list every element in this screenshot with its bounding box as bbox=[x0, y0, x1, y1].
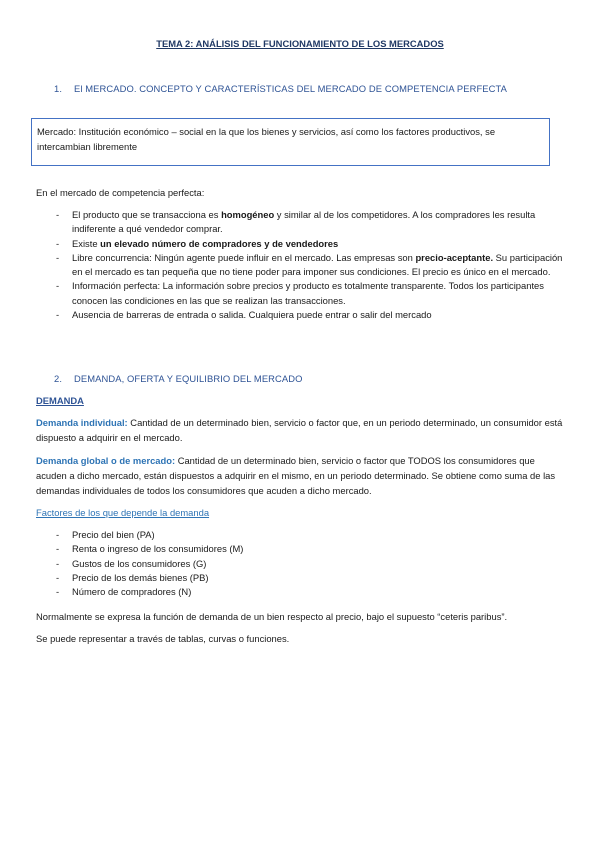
demanda-heading: DEMANDA bbox=[36, 395, 84, 406]
section-1-label: El MERCADO. CONCEPTO Y CARACTERÍSTICAS DEL MERCADO DE COMPETENCIA PERFECTA bbox=[74, 83, 507, 94]
section-1-heading bbox=[54, 82, 507, 96]
list-item: - Ausencia de barreras de entrada o salida. Cualquiera puede entrar o salir del mercado bbox=[56, 308, 566, 322]
representar-text: Se puede representar a través de tablas, curvas o funciones. bbox=[36, 633, 290, 644]
features-list bbox=[56, 208, 566, 322]
demanda-individual-paragraph: Demanda individual: Cantidad de un determinado bien, servicio o factor que, en un periodo determinado, un consumidor está dispuesto a adquirir en el mercado. bbox=[36, 417, 563, 444]
factores-list bbox=[56, 528, 566, 599]
list-item: - Renta o ingreso de los consumidores (M) bbox=[56, 542, 566, 556]
demanda-global-paragraph: Demanda global o de mercado: Cantidad de un determinado bien, servicio o factor que TODOS los consumidores que acuden a dicho mercado, están dispuestos a adquirir en el mismo, en un periodo determinado. Se obtiene como suma de las demandas individuales de todos los consumidores que acuden a dicho mercado. bbox=[36, 455, 556, 497]
section-2-heading bbox=[54, 372, 303, 386]
normalmente-text: Normalmente se expresa la función de demanda de un bien respecto al precio, bajo el supuesto “ceteris paribus”. bbox=[36, 611, 508, 622]
list-item: - Libre concurrencia: Ningún agente puede influir en el mercado. Las empresas son precio-aceptante. Su participación en el mercado es tan pequeña que no tiene poder para imponer sus condiciones. El precio es único en el mercado. bbox=[56, 251, 566, 280]
intro-text: En el mercado de competencia perfecta: bbox=[36, 187, 205, 198]
page-title: TEMA 2: ANÁLISIS DEL FUNCIONAMIENTO DE LOS MERCADOS bbox=[156, 38, 444, 49]
list-item: - Precio de los demás bienes (PB) bbox=[56, 571, 566, 585]
list-item: - Información perfecta: La información sobre precios y producto es totalmente transparente. Todos los participantes conocen las condiciones en las que se realizan las transacciones. bbox=[56, 279, 566, 308]
demanda-global-label: Demanda global o de mercado: bbox=[36, 455, 176, 466]
mercado-definition-box: Mercado: Institución económico – social en la que los bienes y servicios, así como los factores productivos, se intercambian libremente bbox=[31, 118, 550, 166]
demanda-individual-label: Demanda individual: bbox=[36, 417, 128, 428]
section-2-label: DEMANDA, OFERTA Y EQUILIBRIO DEL MERCADO bbox=[74, 373, 303, 384]
section-1-number: 1. bbox=[54, 83, 63, 94]
list-item: - Precio del bien (PA) bbox=[56, 528, 566, 542]
list-item: - Número de compradores (N) bbox=[56, 585, 566, 599]
list-item: - Gustos de los consumidores (G) bbox=[56, 557, 566, 571]
list-item: - Existe un elevado número de compradores y de vendedores bbox=[56, 237, 566, 251]
section-2-number: 2. bbox=[54, 373, 63, 384]
factores-heading: Factores de los que depende la demanda bbox=[36, 507, 210, 518]
list-item: - El producto que se transacciona es homogéneo y similar al de los competidores. A los compradores les resulta indiferente a qué vendedor comprar. bbox=[56, 208, 566, 237]
